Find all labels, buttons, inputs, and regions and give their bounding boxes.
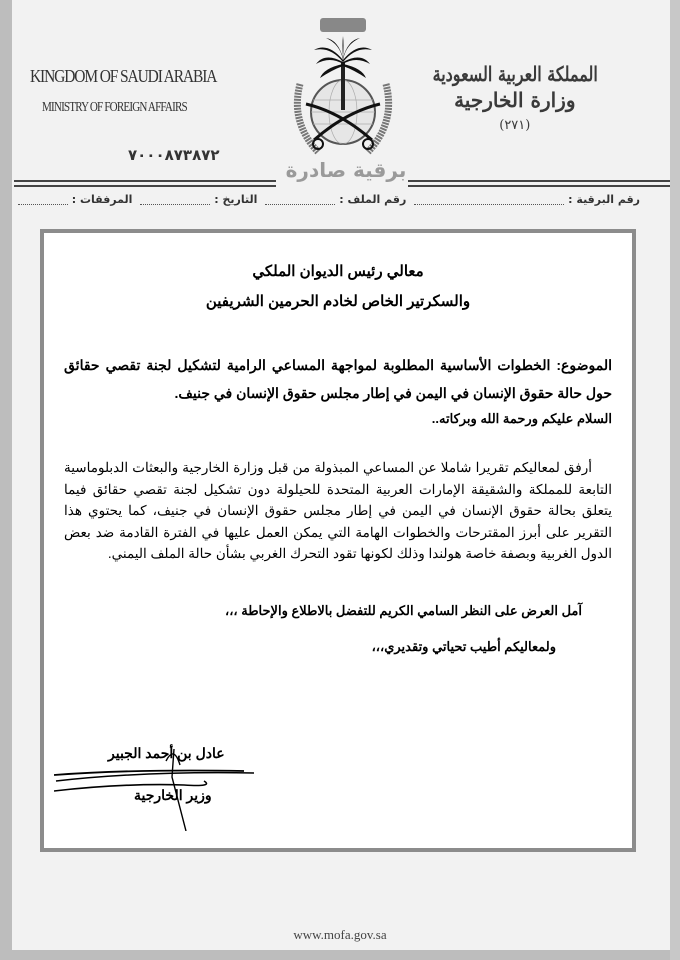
saudi-emblem-icon bbox=[280, 12, 406, 172]
letterhead-english bbox=[30, 66, 220, 115]
country-name-en: KINGDOM OF SAUDI ARABIA bbox=[30, 66, 217, 86]
closing-request: آمل العرض على النظر السامي الكريم للتفضل بالاطلاع والإحاطة ،،، bbox=[225, 602, 582, 618]
signatory-name: عادل بن أحمد الجبير bbox=[108, 745, 225, 761]
addressee-line-1: معالي رئيس الديوان الملكي bbox=[252, 263, 424, 280]
field-date: التاريخ : bbox=[140, 193, 257, 206]
header-rule-right bbox=[408, 180, 670, 187]
telegram-fields bbox=[40, 193, 640, 206]
letter-content bbox=[64, 233, 612, 655]
signatory-title: وزير الخارجية bbox=[134, 787, 212, 803]
field-telegram-number: رقم البرقية : bbox=[414, 193, 640, 206]
field-attachments: المرفقات : bbox=[18, 193, 133, 206]
document-type-label: برقية صادرة bbox=[285, 158, 407, 182]
addressee-line-2: والسكرتير الخاص لخادم الحرمين الشريفين bbox=[205, 293, 471, 310]
ministry-name-ar: وزارة الخارجية bbox=[454, 88, 576, 112]
signature-block bbox=[54, 741, 274, 831]
closing-regards: ولمعاليكم أطيب تحياتي وتقديري،،، bbox=[371, 638, 556, 654]
addressee bbox=[64, 257, 612, 317]
form-code: (٢٧١) bbox=[499, 118, 531, 133]
header-rule-left bbox=[14, 180, 276, 187]
letterhead-arabic bbox=[412, 62, 618, 133]
footer-website[interactable]: www.mofa.gov.sa bbox=[293, 927, 387, 942]
letter-body-frame bbox=[40, 229, 636, 852]
field-blank bbox=[140, 196, 210, 205]
greeting: السلام عليكم ورحمة الله وبركاته.. bbox=[431, 411, 612, 426]
field-blank bbox=[265, 196, 335, 205]
body-paragraph: أرفق لمعاليكم تقريرا شاملا عن المساعي المبذولة من قبل وزارة الخارجية والبعثات الدبلوماسية التابعة للمملكة والشقيقة الإمارات العربية المتحدة للحيلولة دون تشكيل لجنة تقصي حقائق فيما يتعلق بحالة حقوق الإنسان في اليمن في إطار مجلس حقوق الإنسان في جنيف، كما يحتوي هذا التقرير على أبرز المقترحات والخطوات الهامة التي يمكن العمل عليها في الفترة القادمة ضد بعض الدول الغربية وبصفة خاصة هولندا وذلك لكونها تقود التحرك الغربي بشأن حالة الملف اليمني. bbox=[64, 460, 612, 561]
field-blank bbox=[414, 196, 564, 205]
field-blank bbox=[18, 196, 68, 205]
field-file-number: رقم الملف : bbox=[265, 193, 406, 206]
subject-line: الموضوع: الخطوات الأساسية المطلوبة لمواجهة المساعي الرامية لتشكيل لجنة تقصي حقائق حول حالة حقوق الإنسان في اليمن في إطار مجلس حقوق الإنسان في جنيف. bbox=[64, 357, 612, 401]
ministry-name-en: MINISTRY OF FOREIGN AFFAIRS bbox=[42, 99, 187, 114]
reference-number: ٧٠٠٠٨٧٣٨٧٢ bbox=[128, 146, 220, 164]
country-name-ar: المملكة العربية السعودية bbox=[432, 62, 598, 86]
